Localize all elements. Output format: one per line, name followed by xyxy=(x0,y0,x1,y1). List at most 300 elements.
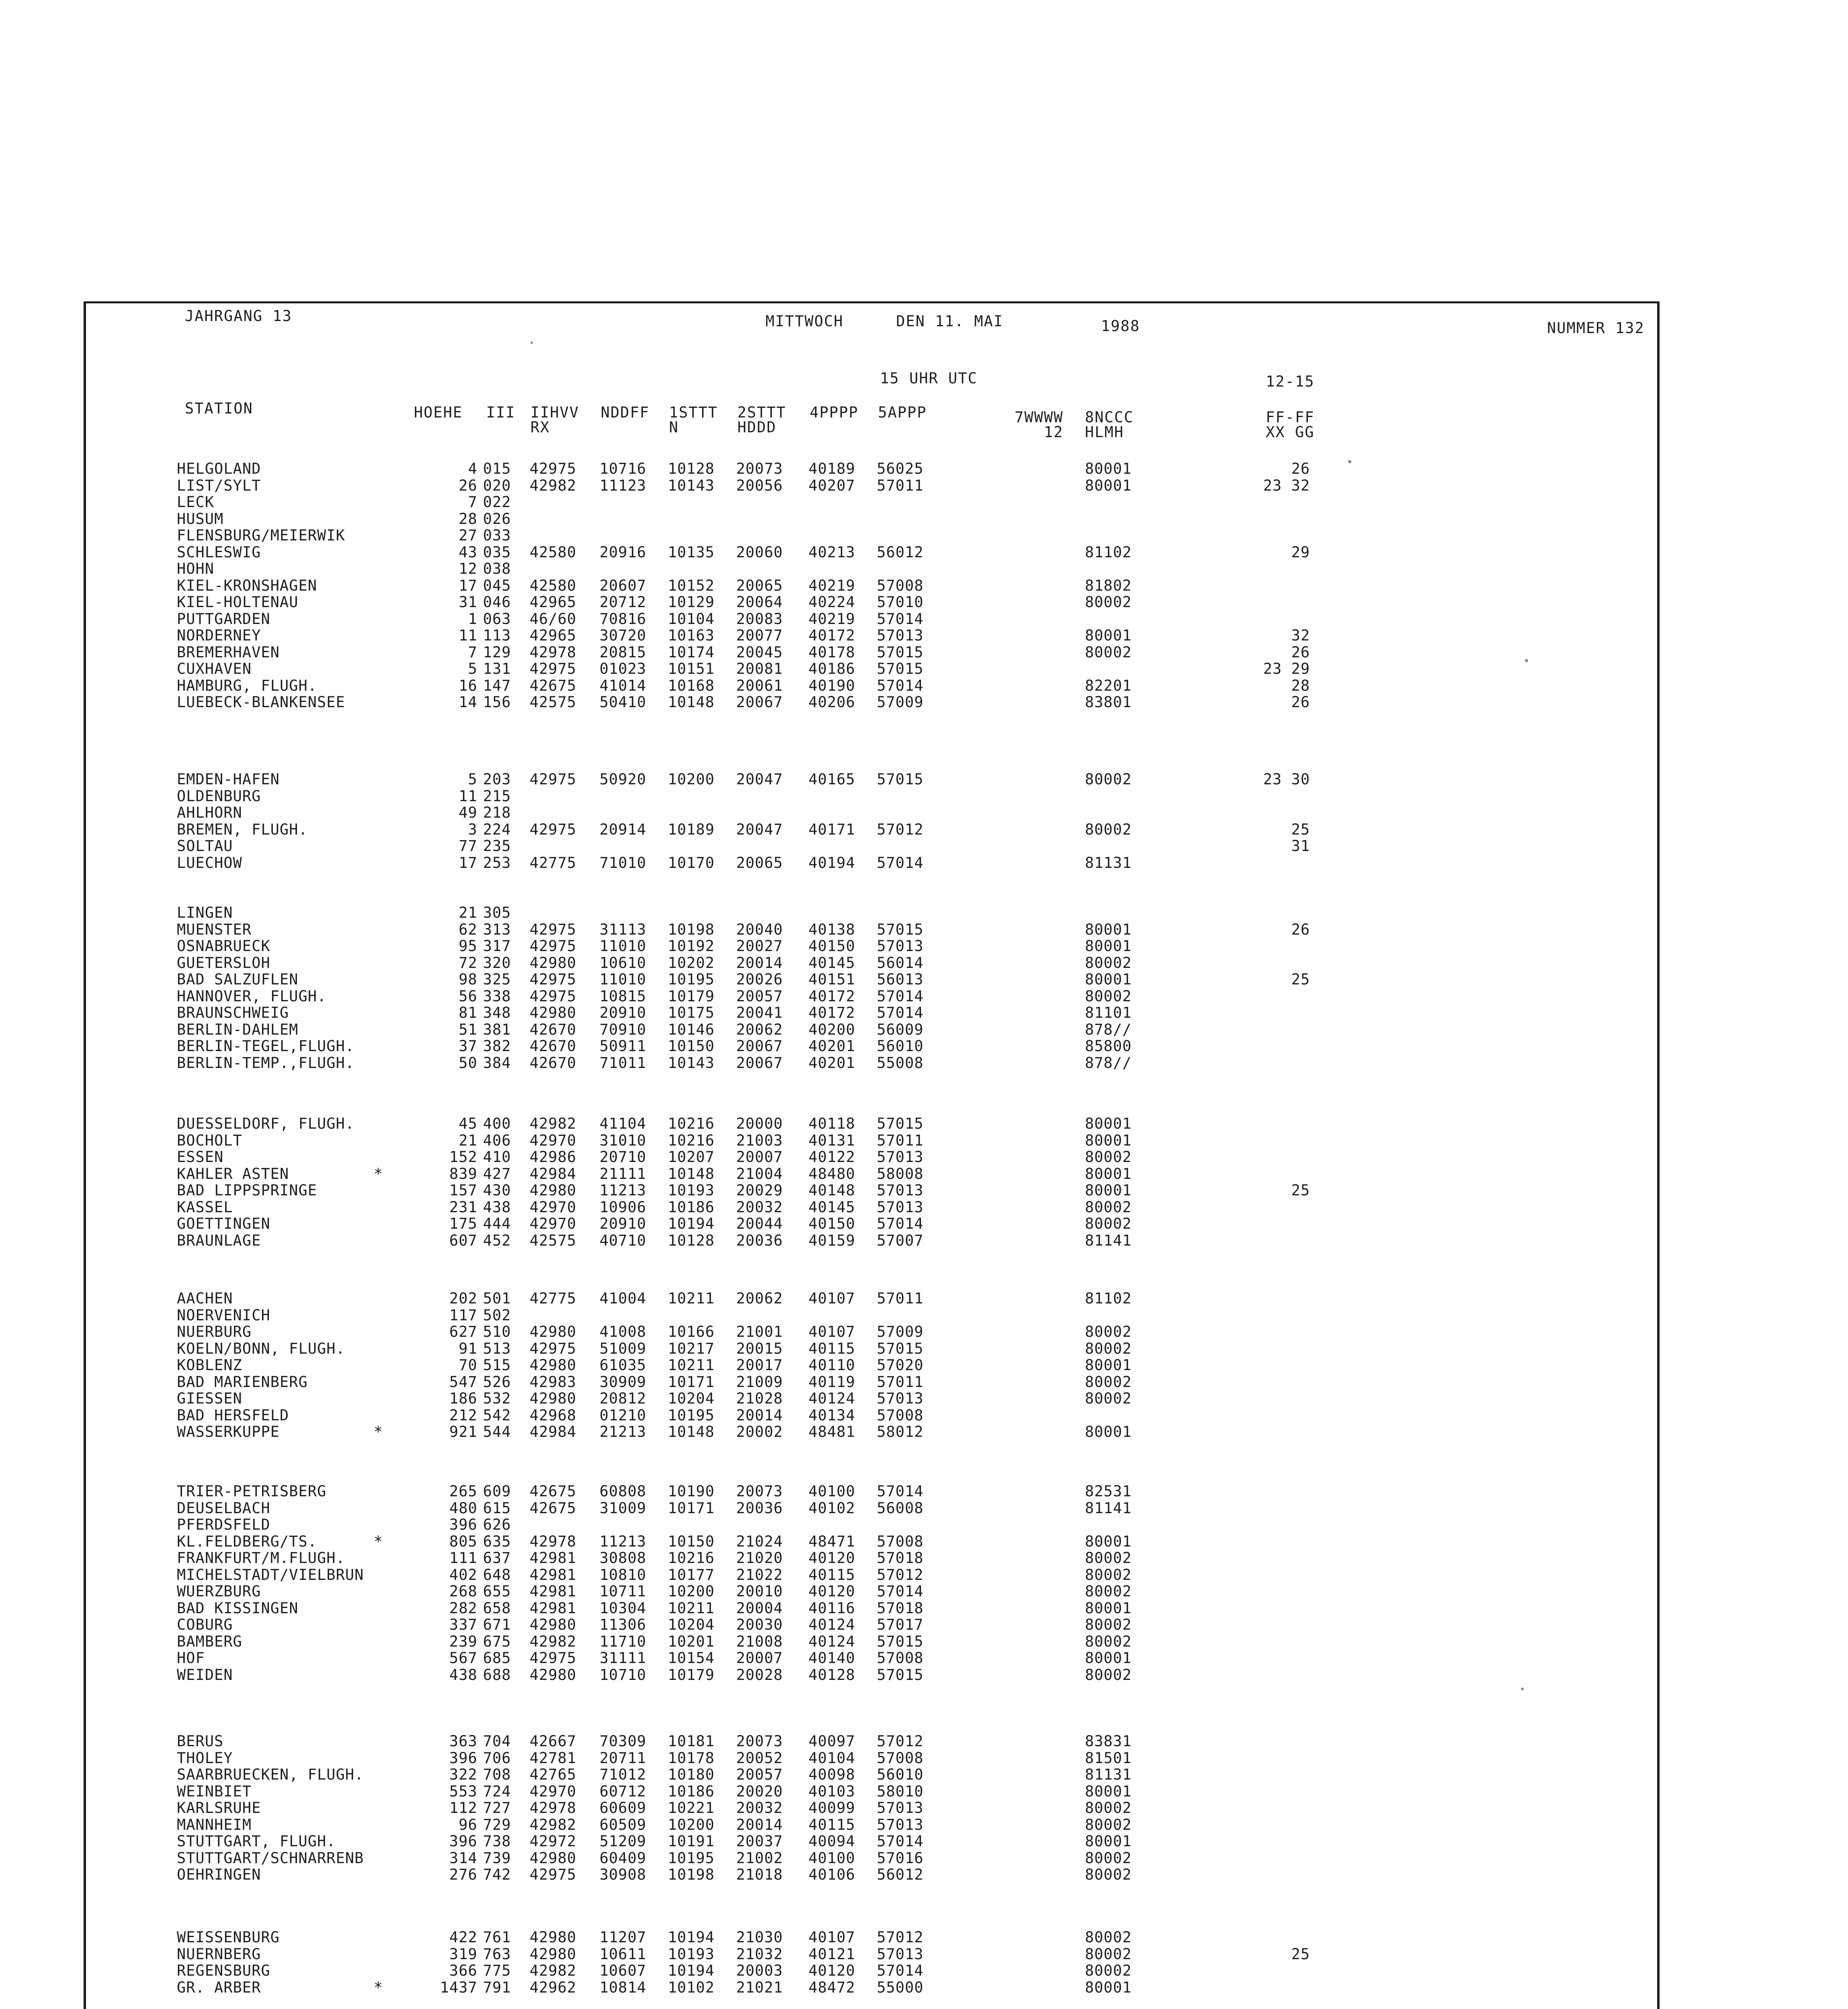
cloud-value: 80002 xyxy=(1085,1849,1132,1867)
station-id: 035 xyxy=(483,543,511,561)
iihvv-value: 42975 xyxy=(530,1649,577,1667)
nddff-value: 41004 xyxy=(600,1290,647,1307)
table-row xyxy=(177,493,1503,509)
station-name: WEISSENBURG xyxy=(177,1929,280,1946)
station-id: 515 xyxy=(483,1356,511,1374)
station-id: 635 xyxy=(483,1532,511,1550)
pressure-value: 40124 xyxy=(808,1616,855,1633)
cloud-value: 80002 xyxy=(1085,1566,1132,1583)
iihvv-value: 42984 xyxy=(530,1423,577,1440)
station-height: 21 xyxy=(458,904,477,921)
station-name: KIEL-HOLTENAU xyxy=(177,593,299,611)
station-id: 452 xyxy=(483,1232,511,1249)
station-height: 422 xyxy=(449,1929,477,1946)
dewpoint-value: 20073 xyxy=(736,1483,783,1500)
speck xyxy=(1521,1688,1524,1690)
dewpoint-value: 20073 xyxy=(736,1733,783,1750)
nddff-value: 60808 xyxy=(600,1483,647,1500)
iihvv-value: 42975 xyxy=(530,1866,577,1883)
station-height: 7 xyxy=(468,493,477,511)
station-height: 319 xyxy=(449,1945,477,1963)
temp-value: 10175 xyxy=(668,1004,715,1021)
dewpoint-value: 20029 xyxy=(736,1182,783,1199)
station-name: DEUSELBACH xyxy=(177,1499,270,1517)
pressure-value: 40172 xyxy=(808,987,855,1005)
pressure-value: 40171 xyxy=(808,820,855,838)
station-id: 218 xyxy=(483,804,511,821)
table-row xyxy=(177,921,1503,937)
pressure-value: 40165 xyxy=(808,771,855,788)
station-id: 038 xyxy=(483,560,511,577)
station-id: 532 xyxy=(483,1390,511,1407)
table-row xyxy=(177,771,1503,787)
temp-value: 10148 xyxy=(668,694,715,711)
col-hoehe: HOEHE xyxy=(414,404,463,421)
nddff-value: 40710 xyxy=(600,1232,647,1249)
mountain-marker: * xyxy=(374,1165,383,1182)
dewpoint-value: 21008 xyxy=(736,1633,783,1650)
tendency-value: 57015 xyxy=(877,1633,924,1650)
gust-value: 26 xyxy=(1291,460,1310,477)
station-height: 14 xyxy=(458,694,477,711)
table-row xyxy=(177,1037,1503,1054)
station-id: 305 xyxy=(483,904,511,921)
cloud-value: 80002 xyxy=(1085,1799,1132,1817)
table-row xyxy=(177,510,1503,526)
cloud-value: 878// xyxy=(1085,1054,1132,1072)
iihvv-value: 42975 xyxy=(530,937,577,955)
nddff-value: 01210 xyxy=(600,1406,647,1424)
table-row xyxy=(177,527,1503,543)
station-height: 28 xyxy=(458,510,477,528)
tendency-value: 56013 xyxy=(877,971,924,988)
iihvv-value: 42975 xyxy=(530,987,577,1005)
table-row xyxy=(177,1021,1503,1037)
tendency-value: 57013 xyxy=(877,937,924,955)
cloud-value: 80002 xyxy=(1085,987,1132,1005)
table-row xyxy=(177,677,1503,693)
temp-value: 10186 xyxy=(668,1198,715,1216)
tendency-value: 57016 xyxy=(877,1849,924,1867)
station-id: 235 xyxy=(483,837,511,855)
station-height: 11 xyxy=(458,627,477,644)
station-id: 739 xyxy=(483,1849,511,1867)
station-height: 117 xyxy=(449,1306,477,1324)
station-height: 91 xyxy=(458,1340,477,1357)
table-row xyxy=(177,821,1503,837)
temp-value: 10177 xyxy=(668,1566,715,1583)
station-height: 547 xyxy=(449,1373,477,1391)
station-height: 5 xyxy=(468,771,477,788)
col-nddff: NDDFF xyxy=(601,404,650,421)
table-row xyxy=(177,1749,1503,1766)
cloud-value: 80001 xyxy=(1085,1423,1132,1440)
iihvv-value: 42962 xyxy=(530,1978,577,1996)
station-id: 688 xyxy=(483,1666,511,1684)
dewpoint-value: 20052 xyxy=(736,1749,783,1767)
station-name: WEIDEN xyxy=(177,1666,233,1684)
station-height: 98 xyxy=(458,971,477,988)
speck xyxy=(1525,659,1528,662)
pressure-value: 40134 xyxy=(808,1406,855,1424)
pressure-value: 40131 xyxy=(808,1131,855,1149)
station-height: 268 xyxy=(449,1583,477,1600)
table-row xyxy=(177,1407,1503,1423)
pressure-value: 40124 xyxy=(808,1633,855,1650)
cloud-value: 81802 xyxy=(1085,577,1132,594)
temp-value: 10128 xyxy=(668,460,715,477)
temp-value: 10201 xyxy=(668,1633,715,1650)
pressure-value: 40206 xyxy=(808,694,855,711)
dewpoint-value: 20057 xyxy=(736,987,783,1005)
iihvv-value: 42970 xyxy=(530,1215,577,1232)
station-name: LINGEN xyxy=(177,904,233,921)
station-name: THOLEY xyxy=(177,1749,233,1767)
station-height: 45 xyxy=(458,1115,477,1132)
pressure-value: 40172 xyxy=(808,1004,855,1021)
iihvv-value: 42982 xyxy=(530,1816,577,1833)
temp-value: 10154 xyxy=(668,1649,715,1667)
cloud-value: 80002 xyxy=(1085,954,1132,972)
issue-number: NUMMER 132 xyxy=(1547,319,1645,337)
dewpoint-value: 20061 xyxy=(736,677,783,694)
temp-value: 10128 xyxy=(668,1232,715,1249)
pressure-value: 40100 xyxy=(808,1483,855,1500)
station-height: 282 xyxy=(449,1599,477,1617)
station-height: 402 xyxy=(449,1566,477,1583)
station-name: HUSUM xyxy=(177,510,224,528)
temp-value: 10170 xyxy=(668,854,715,872)
station-height: 17 xyxy=(458,577,477,594)
dewpoint-value: 20081 xyxy=(736,660,783,677)
tendency-value: 57014 xyxy=(877,1483,924,1500)
cloud-value: 83831 xyxy=(1085,1733,1132,1750)
dewpoint-value: 20020 xyxy=(736,1782,783,1800)
pressure-value: 40097 xyxy=(808,1733,855,1750)
cloud-value: 80001 xyxy=(1085,627,1132,644)
cloud-value: 80001 xyxy=(1085,1782,1132,1800)
dewpoint-value: 20032 xyxy=(736,1198,783,1216)
nddff-value: 10304 xyxy=(600,1599,647,1617)
station-name: BAD MARIENBERG xyxy=(177,1373,308,1391)
table-row xyxy=(177,937,1503,953)
dewpoint-value: 20036 xyxy=(736,1499,783,1517)
nddff-value: 20916 xyxy=(600,543,647,561)
cloud-value: 80001 xyxy=(1085,1978,1132,1996)
iihvv-value: 42981 xyxy=(530,1583,577,1600)
dewpoint-value: 21030 xyxy=(736,1929,783,1946)
temp-value: 10189 xyxy=(668,820,715,838)
nddff-value: 30909 xyxy=(600,1373,647,1391)
station-id: 729 xyxy=(483,1816,511,1833)
cloud-value: 80002 xyxy=(1085,1549,1132,1567)
station-height: 239 xyxy=(449,1633,477,1650)
pressure-value: 40119 xyxy=(808,1373,855,1391)
iihvv-value: 42978 xyxy=(530,1532,577,1550)
dewpoint-value: 21018 xyxy=(736,1866,783,1883)
nddff-value: 10810 xyxy=(600,1566,647,1583)
station-height: 31 xyxy=(458,593,477,611)
station-height: 839 xyxy=(449,1165,477,1182)
table-row xyxy=(177,644,1503,660)
dewpoint-value: 21003 xyxy=(736,1131,783,1149)
station-id: 046 xyxy=(483,593,511,611)
pressure-value: 40107 xyxy=(808,1929,855,1946)
nddff-value: 10906 xyxy=(600,1198,647,1216)
station-name: BAD LIPPSPRINGE xyxy=(177,1182,317,1199)
station-name: MANNHEIM xyxy=(177,1816,252,1833)
iihvv-value: 42970 xyxy=(530,1198,577,1216)
table-row xyxy=(177,1766,1503,1782)
table-row xyxy=(177,1373,1503,1389)
temp-value: 10148 xyxy=(668,1165,715,1182)
cloud-value: 80002 xyxy=(1085,1390,1132,1407)
iihvv-value: 42982 xyxy=(530,1633,577,1650)
temp-value: 10150 xyxy=(668,1037,715,1055)
gust-value: 25 xyxy=(1291,971,1310,988)
station-name: DUESSELDORF, FLUGH. xyxy=(177,1115,355,1132)
station-height: 337 xyxy=(449,1616,477,1633)
nddff-value: 11123 xyxy=(600,477,647,494)
cloud-value: 80001 xyxy=(1085,1131,1132,1149)
tendency-value: 57008 xyxy=(877,1749,924,1767)
cloud-value: 80001 xyxy=(1085,1833,1132,1850)
nddff-value: 70309 xyxy=(600,1733,647,1750)
pressure-value: 40201 xyxy=(808,1054,855,1072)
tendency-value: 57013 xyxy=(877,1799,924,1817)
iihvv-value: 42975 xyxy=(530,660,577,677)
col-8nccc: 8NCCC HLMH xyxy=(1085,409,1134,441)
iihvv-value: 42980 xyxy=(530,1004,577,1021)
table-row xyxy=(177,477,1503,493)
station-height: 27 xyxy=(458,527,477,544)
observation-time: 15 UHR UTC xyxy=(880,370,978,387)
pressure-value: 40213 xyxy=(808,543,855,561)
table-row xyxy=(177,1340,1503,1356)
dewpoint-value: 20007 xyxy=(736,1649,783,1667)
tendency-value: 58012 xyxy=(877,1423,924,1440)
nddff-value: 21213 xyxy=(600,1423,647,1440)
pressure-value: 40115 xyxy=(808,1340,855,1357)
iihvv-value: 42670 xyxy=(530,1054,577,1072)
station-height: 72 xyxy=(458,954,477,972)
iihvv-value: 42975 xyxy=(530,921,577,938)
tendency-value: 57014 xyxy=(877,1004,924,1021)
pressure-value: 40103 xyxy=(808,1782,855,1800)
iihvv-value: 42580 xyxy=(530,543,577,561)
nddff-value: 31009 xyxy=(600,1499,647,1517)
station-name: CUXHAVEN xyxy=(177,660,252,677)
nddff-value: 20910 xyxy=(600,1004,647,1021)
table-row xyxy=(177,1323,1503,1339)
wind-period: 12-15 xyxy=(1266,373,1315,390)
dewpoint-value: 21002 xyxy=(736,1849,783,1867)
table-row xyxy=(177,1148,1503,1164)
tendency-value: 56025 xyxy=(877,460,924,477)
station-name: BERLIN-TEGEL,FLUGH. xyxy=(177,1037,355,1055)
station-height: 396 xyxy=(449,1516,477,1533)
table-row xyxy=(177,694,1503,710)
dewpoint-value: 20002 xyxy=(736,1423,783,1440)
iihvv-value: 42765 xyxy=(530,1766,577,1783)
station-height: 77 xyxy=(458,837,477,855)
tendency-value: 56010 xyxy=(877,1766,924,1783)
dewpoint-value: 20010 xyxy=(736,1583,783,1600)
dewpoint-value: 20041 xyxy=(736,1004,783,1021)
nddff-value: 50410 xyxy=(600,694,647,711)
pressure-value: 40102 xyxy=(808,1499,855,1517)
tendency-value: 57014 xyxy=(877,610,924,628)
iihvv-value: 42980 xyxy=(530,1390,577,1407)
temp-value: 10129 xyxy=(668,593,715,611)
iihvv-value: 42984 xyxy=(530,1165,577,1182)
temp-value: 10166 xyxy=(668,1323,715,1340)
nddff-value: 50920 xyxy=(600,771,647,788)
tendency-value: 57013 xyxy=(877,1148,924,1166)
station-height: 567 xyxy=(449,1649,477,1667)
cloud-value: 80002 xyxy=(1085,1866,1132,1883)
station-id: 763 xyxy=(483,1945,511,1963)
gust-value: 26 xyxy=(1291,643,1310,661)
temp-value: 10198 xyxy=(668,1866,715,1883)
mountain-marker: * xyxy=(374,1532,383,1550)
iihvv-value: 42972 xyxy=(530,1833,577,1850)
iihvv-value: 42670 xyxy=(530,1021,577,1038)
station-height: 1 xyxy=(468,610,477,628)
station-id: 708 xyxy=(483,1766,511,1783)
temp-value: 10211 xyxy=(668,1356,715,1374)
station-height: 607 xyxy=(449,1232,477,1249)
station-height: 480 xyxy=(449,1499,477,1517)
station-name: OEHRINGEN xyxy=(177,1866,261,1883)
nddff-value: 10607 xyxy=(600,1962,647,1979)
dewpoint-value: 20062 xyxy=(736,1290,783,1307)
station-name: NUERNBERG xyxy=(177,1945,261,1963)
tendency-value: 57015 xyxy=(877,1340,924,1357)
pressure-value: 40120 xyxy=(808,1583,855,1600)
table-row xyxy=(177,1816,1503,1832)
temp-value: 10194 xyxy=(668,1962,715,1979)
tendency-value: 57013 xyxy=(877,627,924,644)
dewpoint-value: 21009 xyxy=(736,1373,783,1391)
station-id: 542 xyxy=(483,1406,511,1424)
table-row xyxy=(177,1566,1503,1582)
dewpoint-value: 20026 xyxy=(736,971,783,988)
tendency-value: 56008 xyxy=(877,1499,924,1517)
pressure-value: 40150 xyxy=(808,1215,855,1232)
station-name: KAHLER ASTEN xyxy=(177,1165,289,1182)
pressure-value: 40115 xyxy=(808,1816,855,1833)
temp-value: 10163 xyxy=(668,627,715,644)
table-row xyxy=(177,1666,1503,1682)
station-id: 544 xyxy=(483,1423,511,1440)
temp-value: 10216 xyxy=(668,1131,715,1149)
station-id: 313 xyxy=(483,921,511,938)
nddff-value: 41008 xyxy=(600,1323,647,1340)
station-height: 111 xyxy=(449,1549,477,1567)
iihvv-value: 42978 xyxy=(530,643,577,661)
tendency-value: 57014 xyxy=(877,1583,924,1600)
station-id: 381 xyxy=(483,1021,511,1038)
tendency-value: 57015 xyxy=(877,921,924,938)
gust-value: 23 32 xyxy=(1263,477,1310,494)
station-name: FRANKFURT/M.FLUGH. xyxy=(177,1549,345,1567)
nddff-value: 61035 xyxy=(600,1356,647,1374)
nddff-value: 20712 xyxy=(600,593,647,611)
pressure-value: 40118 xyxy=(808,1115,855,1132)
station-height: 186 xyxy=(449,1390,477,1407)
iihvv-value: 42667 xyxy=(530,1733,577,1750)
tendency-value: 57014 xyxy=(877,677,924,694)
station-name: COBURG xyxy=(177,1616,233,1633)
station-name: LECK xyxy=(177,493,215,511)
nddff-value: 20914 xyxy=(600,820,647,838)
nddff-value: 10814 xyxy=(600,1978,647,1996)
temp-value: 10181 xyxy=(668,1733,715,1750)
tendency-value: 57011 xyxy=(877,1373,924,1391)
station-id: 675 xyxy=(483,1633,511,1650)
dewpoint-value: 20032 xyxy=(736,1799,783,1817)
table-row xyxy=(177,1583,1503,1599)
nddff-value: 20710 xyxy=(600,1148,647,1166)
dewpoint-value: 20040 xyxy=(736,921,783,938)
pressure-value: 40138 xyxy=(808,921,855,938)
jahrgang: JAHRGANG 13 xyxy=(185,307,293,325)
speck xyxy=(1348,460,1351,463)
gust-value: 26 xyxy=(1291,921,1310,938)
station-id: 015 xyxy=(483,460,511,477)
temp-value: 10198 xyxy=(668,921,715,938)
dewpoint-value: 21022 xyxy=(736,1566,783,1583)
tendency-value: 57018 xyxy=(877,1599,924,1617)
table-row xyxy=(177,1004,1503,1020)
table-row xyxy=(177,954,1503,970)
dewpoint-value: 20036 xyxy=(736,1232,783,1249)
dewpoint-value: 21032 xyxy=(736,1945,783,1963)
pressure-value: 40189 xyxy=(808,460,855,477)
tendency-value: 57014 xyxy=(877,1215,924,1232)
pressure-value: 40120 xyxy=(808,1549,855,1567)
table-row xyxy=(177,1600,1503,1616)
dewpoint-value: 20065 xyxy=(736,854,783,872)
pressure-value: 40098 xyxy=(808,1766,855,1783)
tendency-value: 55000 xyxy=(877,1978,924,1996)
nddff-value: 10710 xyxy=(600,1666,647,1684)
tendency-value: 57014 xyxy=(877,987,924,1005)
station-id: 410 xyxy=(483,1148,511,1166)
station-id: 382 xyxy=(483,1037,511,1055)
cloud-value: 81141 xyxy=(1085,1232,1132,1249)
station-name: BERLIN-TEMP.,FLUGH. xyxy=(177,1054,355,1072)
cloud-value: 80001 xyxy=(1085,1599,1132,1617)
station-name: HOF xyxy=(177,1649,205,1667)
date: DEN 11. MAI xyxy=(896,313,1004,330)
col-ff: FF-FF XX GG xyxy=(1266,409,1315,441)
station-name: HANNOVER, FLUGH. xyxy=(177,987,327,1005)
station-id: 156 xyxy=(483,694,511,711)
station-id: 738 xyxy=(483,1833,511,1850)
table-row xyxy=(177,627,1503,643)
nddff-value: 10711 xyxy=(600,1583,647,1600)
temp-value: 10151 xyxy=(668,660,715,677)
station-id: 501 xyxy=(483,1290,511,1307)
station-name: HELGOLAND xyxy=(177,460,261,477)
table-row xyxy=(177,1165,1503,1181)
temp-value: 10200 xyxy=(668,771,715,788)
station-height: 212 xyxy=(449,1406,477,1424)
col-1sttt: 1STTT N xyxy=(669,404,718,436)
station-id: 655 xyxy=(483,1583,511,1600)
